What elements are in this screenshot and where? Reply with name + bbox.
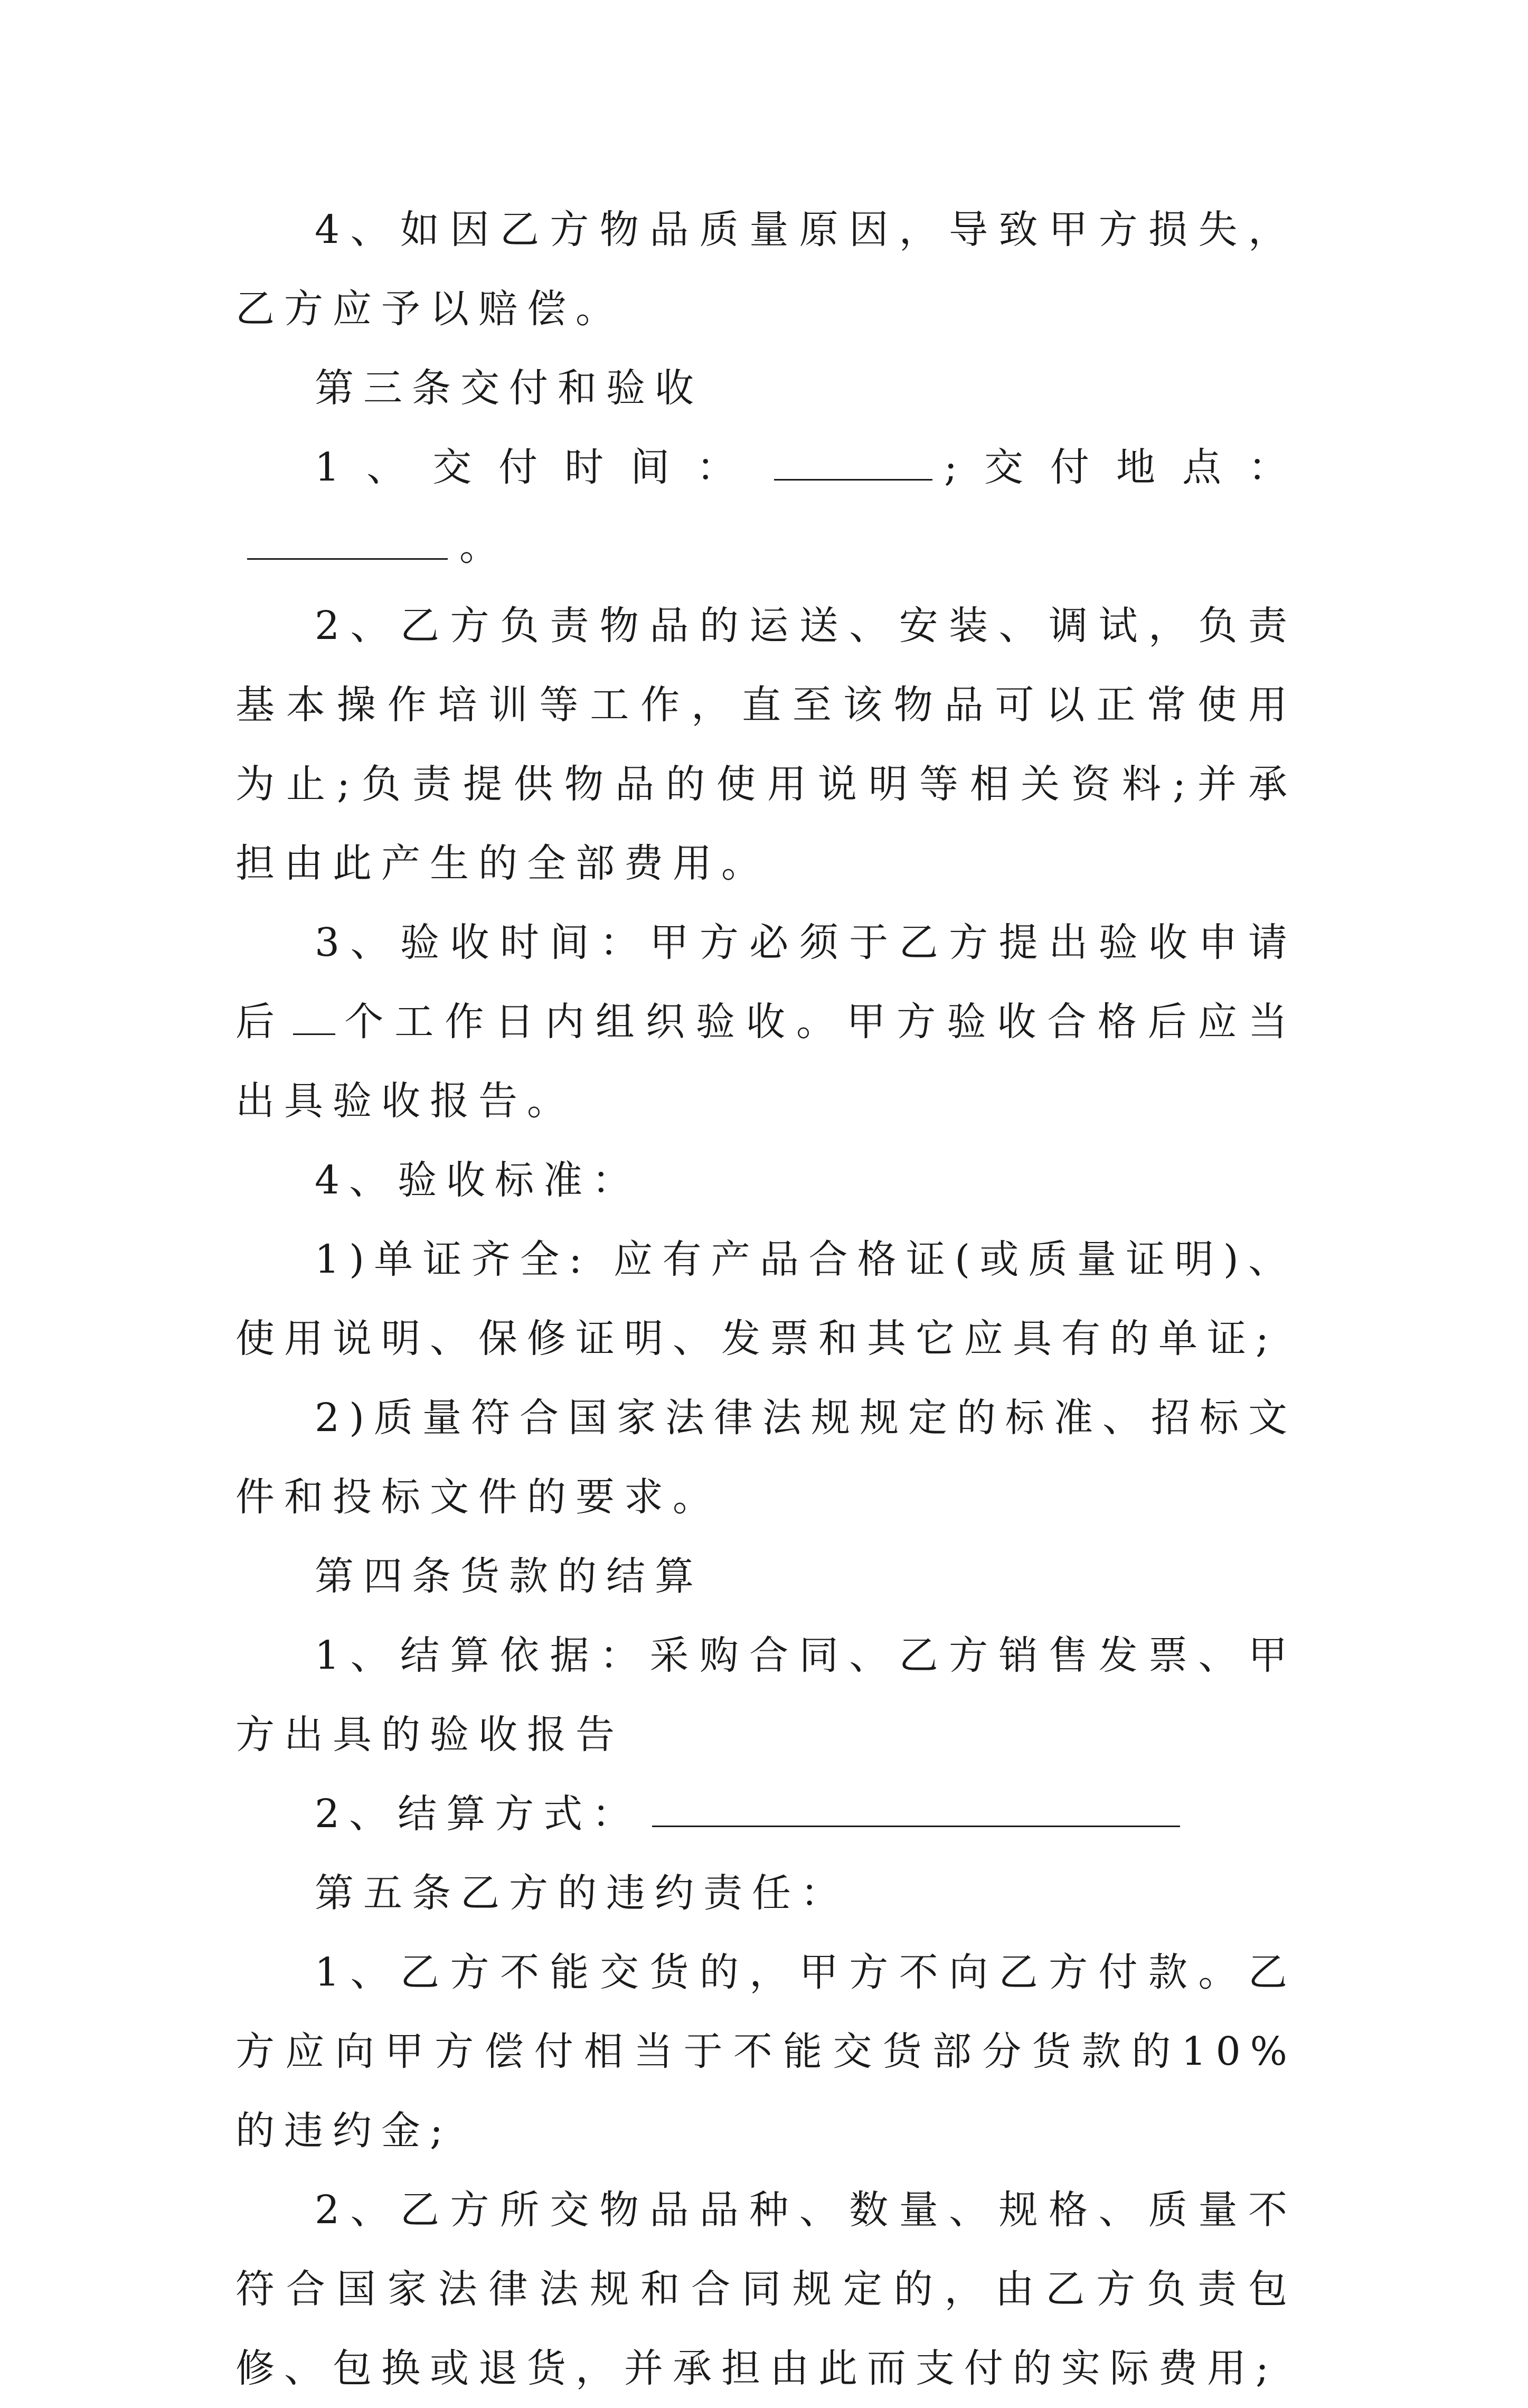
article-4-heading: 第四条货款的结算 [315,1554,703,1599]
clause-5-item-2: 2、乙方所交物品品种、数量、规格、质量不符合国家法律法规和合同规定的，由乙方负责包修、包换或退货，并承担由此而支付的实际费用; [235,2187,1297,2391]
article-5-heading: 第五条乙方的违约责任： [315,1870,849,1916]
settlement-method-label: 2、结算方式： [315,1791,641,1837]
clause-3-item-4: 4、验收标准： [315,1158,641,1203]
standard-item-2: 2)质量符合国家法律法规规定的标准、招标文件和投标文件的要求。 [235,1395,1297,1520]
clause-3-item-1 [235,428,1297,586]
delivery-time-label: 1、交付时间： [315,445,763,490]
clause-3-item-2: 2、乙方负责物品的运送、安装、调试，负责基本操作培训等工作，直至该物品可以正常使用为止;负责提供物品的使用说明等相关资料;并承担由此产生的全部费用。 [235,603,1297,886]
clause-4-item-2 [235,1774,1297,1854]
delivery-place-label: ;交付地点： [944,445,1297,490]
article-3-heading: 第三条交付和验收 [315,365,703,411]
standard-item-1: 1)单证齐全: 应有产品合格证(或质量证明)、使用说明、保修证明、发票和其它应具有的单证; [235,1237,1297,1361]
clause-5-item-1: 1、乙方不能交货的，甲方不向乙方付款。乙方应向甲方偿付相当于不能交货部分货款的10%的违约金; [235,1950,1297,2153]
delivery-time-blank [774,442,932,481]
document-body [235,190,1297,2408]
acceptance-time-rest: 个工作日内组织验收。甲方验收合格后应当出具验收报告。 [235,999,1297,1124]
acceptance-days-blank [293,996,335,1035]
clause-4-item-1: 1、结算依据：采购合同、乙方销售发票、甲方出具的验收报告 [235,1633,1297,1757]
clause-3-item-3 [235,903,1297,1141]
settlement-method-blank [652,1789,1180,1827]
acceptance-time-label: 3、验收时间：甲方必须于乙方提出验收申请后 [235,920,1297,1045]
clause-2-item-4: 4、如因乙方物品质量原因，导致甲方损失，乙方应予以赔偿。 [235,207,1297,332]
delivery-place-blank [247,521,448,560]
delivery-end-punct: 。 [459,524,508,569]
